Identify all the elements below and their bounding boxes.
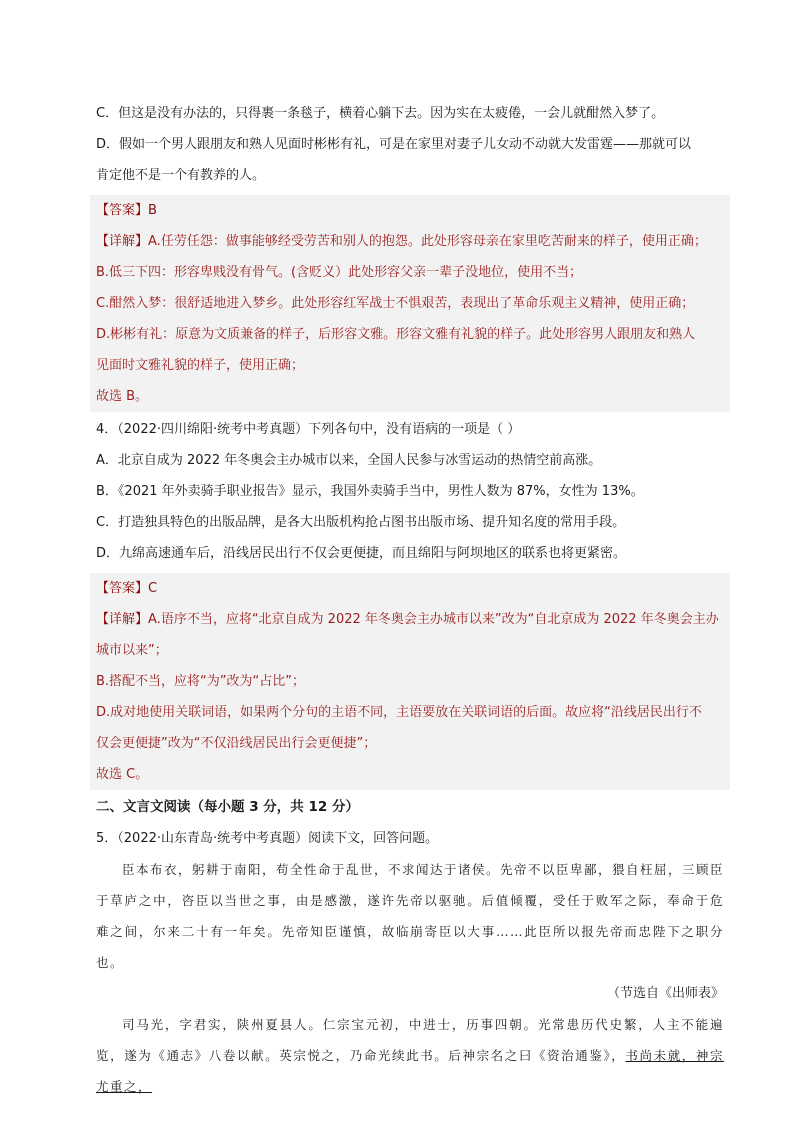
- q3-option-d-line1: D．假如一个男人跟朋友和熟人见面时彬彬有礼，可是在家里对妻子儿女动不动就大发雷霆——那就可以: [96, 137, 692, 152]
- q3-explain-line1: [96, 226, 724, 257]
- explain-text: A.语序不当，应将“北京自成为 2022 年冬奥会主办城市以来”改为“自北京成为 2022 年冬奥会主办: [148, 612, 719, 627]
- q4-explain-line5: 仅会更便捷”改为“不仅沿线居民出行会更便捷”；: [96, 736, 377, 751]
- passage-main: 司马光，字君实，陕州夏县人。仁宗宝元初，中进士，历事四朝。光常患历代史繁，人主不能遍览，遂为《通志》八卷以献。英宗悦之，乃命光续此书。后神宗名之曰《资治通鉴》，: [96, 1017, 724, 1063]
- q4-option-d: D．九绵高速通车后，沿线居民出行不仅会更便捷，而且绵阳与阿坝地区的联系也将更紧密。: [96, 546, 627, 561]
- answer-value: B: [148, 203, 157, 218]
- q4-explain-line2: 城市以来”；: [96, 643, 168, 658]
- q3-option-d-line2: 肯定他不是一个有教养的人。: [96, 168, 266, 183]
- answer-tag: 【答案】: [96, 203, 149, 218]
- passage-text: [96, 1009, 724, 1102]
- classical-passage-2: [96, 1009, 724, 1102]
- q4-conclusion: 故选 C。: [96, 767, 149, 782]
- q4-answer: [96, 573, 724, 604]
- answer-value: C: [148, 581, 158, 596]
- q3-explain-line5: 见面时文雅礼貌的样子，使用正确；: [96, 358, 305, 373]
- q3-explain-line4: D.彬彬有礼：原意为文质兼备的样子，后形容文雅。形容文雅有礼貌的样子。此处形容男人跟朋友和熟人: [96, 327, 696, 342]
- q4-explain-line4: D.成对地使用关联词语，如果两个分句的主语不同，主语要放在关联词语的后面。故应将“沿线居民出行不: [96, 705, 702, 720]
- explain-tag: 【详解】: [96, 234, 149, 249]
- passage-text: 臣本布衣，躬耕于南阳，苟全性命于乱世，不求闻达于诸侯。先帝不以臣卑鄙，猥自枉屈，三顾臣于草庐之中，咨臣以当世之事，由是感激，遂许先帝以驱驰。后值倾覆，受任于败军之际，奉命于危难之间，尔来二十有一年矣。先帝知臣谨慎，故临崩寄臣以大事……此臣所以报先帝而忠陛下之职分也。: [96, 862, 725, 970]
- explain-text: A.任劳任怨：做事能够经受劳苦和别人的抱怨。此处形容母亲在家里吃苦耐来的样子，使用正确；: [148, 234, 707, 249]
- q4-answer-block: [90, 573, 730, 790]
- section-title: 二、文言文阅读（每小题 3 分，共 12 分）: [96, 799, 359, 815]
- answer-tag: 【答案】: [96, 581, 149, 596]
- q3-answer-block: [90, 195, 730, 412]
- q4-explain-line1: [96, 604, 724, 635]
- q3-explain-line3: C.酣然入梦：很舒适地进入梦乡。此处形容红军战士不惧艰苦，表现出了革命乐观主义精神，使用正确；: [96, 296, 695, 311]
- classical-passage-1: [96, 854, 724, 978]
- q4-option-b: B．《2021 年外卖骑手职业报告》显示，我国外卖骑手当中，男性人数为 87%，女性为 13%。: [96, 484, 644, 499]
- underlined-sentence: 书尚未就，神宗尤重之，: [96, 1048, 724, 1094]
- q4-option-c: C．打造独具特色的出版品牌，是各大出版机构抢占图书出版市场、提升知名度的常用手段。: [96, 515, 626, 530]
- q3-conclusion: 故选 B。: [96, 389, 149, 404]
- q3-explain-line2: B.低三下四：形容卑贱没有骨气。(含贬义）此处形容父亲一辈子没地位，使用不当；: [96, 265, 583, 280]
- q4-explain-line3: B.搭配不当，应将“为”改为“占比”；: [96, 674, 305, 689]
- q4-stem: 4．（2022·四川绵阳·统考中考真题）下列各句中，没有语病的一项是（ ）: [96, 422, 521, 437]
- q4-option-a: A．北京自成为 2022 年冬奥会主办城市以来，全国人民参与冰雪运动的热情空前高涨。: [96, 453, 602, 468]
- passage-source: （节选自《出师表》: [606, 986, 724, 1001]
- explain-tag: 【详解】: [96, 612, 149, 627]
- page-content: [96, 98, 724, 1102]
- q3-option-c: C．但这是没有办法的，只得裹一条毯子，横着心躺下去。因为实在太疲倦，一会儿就酣然入梦了。: [96, 106, 665, 121]
- q3-answer: [96, 195, 724, 226]
- q5-stem: 5．（2022·山东青岛·统考中考真题）阅读下文，回答问题。: [96, 831, 439, 846]
